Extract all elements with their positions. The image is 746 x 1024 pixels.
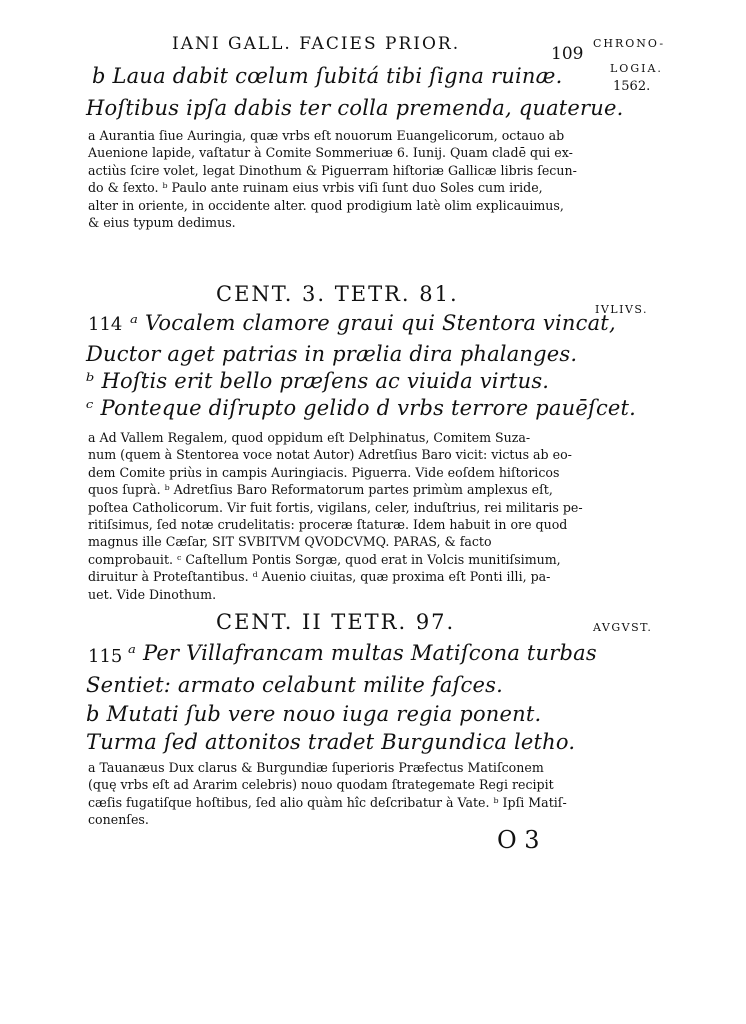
verse-line: Hoſtibus ipſa dabis ter colla premenda, quaterue. xyxy=(86,96,624,120)
note-line: (quę vrbs eſt ad Ararim celebris) nouo quodam ſtrategemate Regi recipit xyxy=(88,777,554,793)
signature-mark: O 3 xyxy=(497,826,540,854)
note-line: ritiſsimus, ſed notæ crudelitatis: proceræ ſtaturæ. Idem habuit in ore quod xyxy=(88,517,568,533)
note-line: alter in oriente, in occidente alter. quod prodigium latè olim explicauimus, xyxy=(88,197,564,213)
note-line: actiùs ſcire volet, legat Dinothum & Piguerram hiſtoriæ Gallicæ libris ſecun- xyxy=(88,162,577,178)
verse-line: ᵇ Hoſtis erit bello præſens ac viuida virtus. xyxy=(86,369,550,393)
note-line: diruitur à Proteſtantibus. ᵈ Auenio ciuitas, quæ proxima eſt Ponti illi, pa- xyxy=(88,569,551,585)
verse-line: Ductor aget patrias in prælia dira phalanges. xyxy=(86,342,578,366)
margin-month: AVGVST. xyxy=(593,621,653,634)
note-line: conenſes. xyxy=(88,812,149,828)
note-line: a Tauanæus Dux clarus & Burgundiæ ſuperioris Præfectus Matiſconem xyxy=(88,760,544,775)
verse-line: ᵃ Per Villafrancam multas Matiſcona turbas xyxy=(128,641,597,665)
note-line: Auenione lapide, vaſtatur à Comite Sommeriuæ 6. Iunij. Quam cladē qui ex- xyxy=(88,145,573,161)
verse-line: Sentiet: armato celabunt milite faſces. xyxy=(86,673,504,697)
margin-month: IVLIVS. xyxy=(595,303,649,316)
section-heading: CENT. II TETR. 97. xyxy=(216,610,456,634)
note-line: comprobauit. ᶜ Caſtellum Pontis Sorgæ, quod erat in Volcis munitiſsimum, xyxy=(88,551,561,567)
note-line: poſtea Catholicorum. Vir fuit fortis, vigilans, celer, induſtrius, rei militaris pe- xyxy=(88,499,583,515)
note-line: quos ſuprà. ᵇ Adretſius Baro Reformatorum partes primùm amplexus eſt, xyxy=(88,482,553,498)
note-line: uet. Vide Dinothum. xyxy=(88,586,217,602)
commentary-block2 xyxy=(88,429,583,603)
commentary-block1 xyxy=(88,127,577,231)
verse-line: ᶜ Ponteque diſrupto gelido d vrbs terrore pauēſcet. xyxy=(86,396,637,420)
section-heading: CENT. 3. TETR. 81. xyxy=(216,282,459,306)
page-number: 109 xyxy=(551,44,584,64)
running-title: IANI GALL. FACIES PRIOR. xyxy=(172,34,461,54)
note-line: a Ad Vallem Regalem, quod oppidum eſt Delphinatus, Comitem Suza- xyxy=(88,430,531,445)
note-line: magnus ille Cæſar, SIT SVBITVM QVODCVMQ. PARAS, & facto xyxy=(88,534,492,550)
verse-line: ᵃ Vocalem clamore graui qui Stentora vincat, xyxy=(130,311,616,335)
quatrain-number: 114 xyxy=(88,314,123,335)
note-line: cæſis fugatiſque hoſtibus, ſed alio quàm hîc deſcribatur à Vate. ᵇ Ipſi Matiſ- xyxy=(88,794,567,810)
commentary-block3 xyxy=(88,759,567,829)
verse-line: b Laua dabit cœlum ſubitá tibi ſigna ruinæ. xyxy=(92,64,563,88)
note-line: dem Comite priùs in campis Auringiacis. Piguerra. Vide eoſdem hiſtoricos xyxy=(88,464,560,480)
margin-chrono: CHRONO- xyxy=(593,37,666,50)
quatrain-number: 115 xyxy=(88,646,123,667)
note-line: & eius typum dedimus. xyxy=(88,215,236,231)
margin-year: 1562. xyxy=(613,79,651,94)
note-line: a Aurantia ſiue Auringia, quæ vrbs eſt nouorum Euangelicorum, octauo ab xyxy=(88,128,565,143)
verse-line: b Mutati ſub vere nouo iuga regia ponent. xyxy=(86,702,542,726)
verse-line: Turma ſed attonitos tradet Burgundica letho. xyxy=(86,730,576,754)
margin-logia: LOGIA. xyxy=(610,62,663,75)
note-line: do & ſexto. ᵇ Paulo ante ruinam eius vrbis viſi ſunt duo Soles cum iride, xyxy=(88,180,543,196)
note-line: num (quem à Stentorea voce notat Autor) Adretſius Baro vicit: victus ab eo- xyxy=(88,447,572,463)
